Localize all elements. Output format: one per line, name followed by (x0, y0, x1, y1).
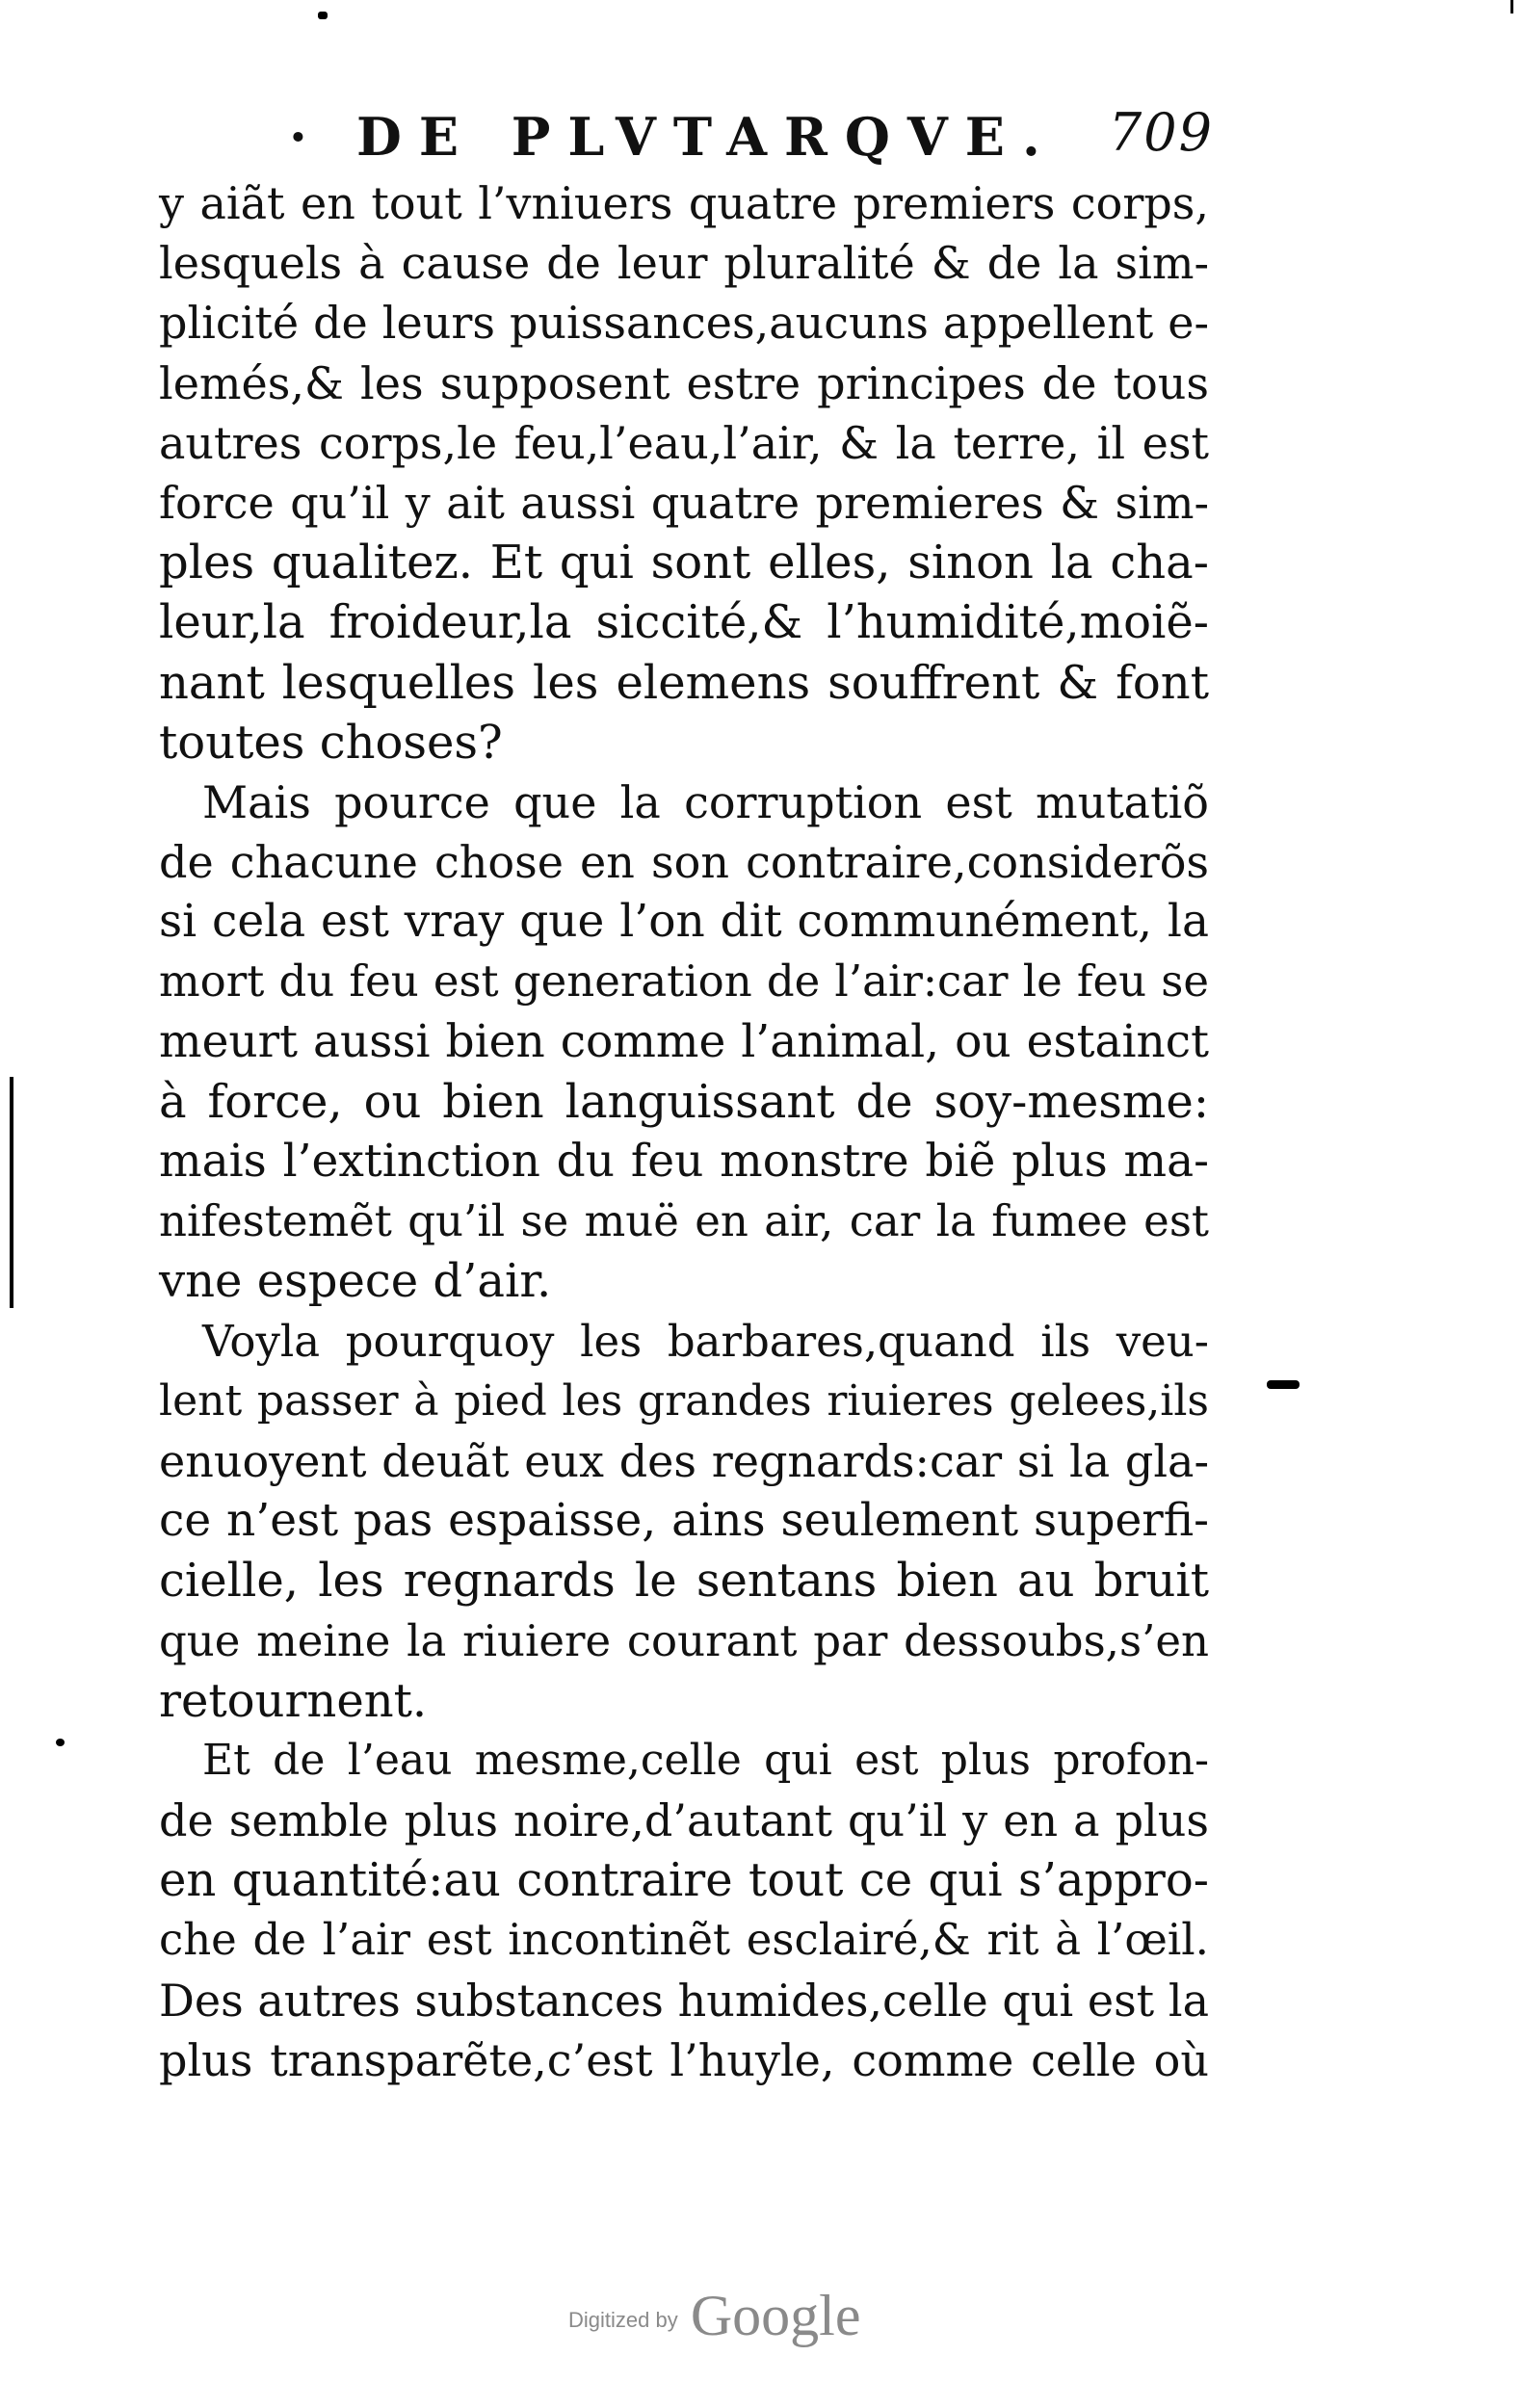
text-line: mais l’extinction du feu monstre biẽ plus ma- (159, 1135, 1209, 1188)
text-line: autres corps,le feu,l’eau,l’air, & la terre, il est (159, 416, 1209, 469)
text-line: lesquels à cause de leur pluralité & de la sim- (159, 237, 1209, 290)
page-number: 709 (1108, 102, 1214, 163)
digitized-watermark (568, 2283, 860, 2360)
paragraph (159, 1731, 1209, 2090)
text-line: ples qualitez. Et qui sont elles, sinon la cha- (159, 536, 1209, 590)
ink-speck (318, 12, 328, 19)
text-line: retournent. (159, 1673, 428, 1728)
text-line: de semble plus noire,d’autant qu’il y en a plus (159, 1794, 1209, 1847)
text-line: Des autres substances humides,celle qui est la (159, 1974, 1209, 2027)
ink-speck (56, 1739, 65, 1746)
paragraph (159, 772, 1209, 1312)
text-line: y aiãt en tout l’vniuers quatre premiers corps, (159, 177, 1209, 229)
text-line: nant lesquelles les elemens souffrent & font (159, 655, 1209, 710)
header-dot: · (289, 106, 325, 168)
text-line: lemés,& les supposent estre principes de tous (159, 356, 1209, 409)
text-line: nifestemẽt qu’il se muë en air, car la fumee est (159, 1195, 1209, 1247)
page-header (289, 102, 1214, 173)
text-line: meurt aussi bien comme l’animal, ou estainct (159, 1014, 1209, 1068)
text-line: vne espece d’air. (159, 1254, 552, 1309)
text-line: che de l’air est incontinẽt esclairé,& rit à l’œil. (159, 1914, 1209, 1966)
text-line: Et de l’eau mesme,celle qui est plus profon- (202, 1735, 1209, 1785)
running-title: DE PLVTARQVE. (356, 106, 1058, 168)
text-line: en quantité:au contraire tout ce qui s’appro- (159, 1853, 1209, 1908)
margin-scan-artifact (1267, 1380, 1300, 1389)
text-line: ce n’est pas espaisse, ains seulement superfi- (159, 1494, 1209, 1548)
text-line: si cela est vray que l’on dit communément, la (159, 895, 1209, 949)
text-line: Voyla pourquoy les barbares,quand ils veu- (202, 1315, 1209, 1367)
google-logo: Google (690, 2284, 861, 2347)
text-line: mort du feu est generation de l’air:car le feu se (159, 955, 1209, 1008)
text-line: force qu’il y ait aussi quatre premieres & sim- (159, 476, 1209, 529)
body-text (159, 173, 1209, 2090)
text-line: plicité de leurs puissances,aucuns appellent e- (159, 297, 1209, 350)
text-line: toutes choses? (159, 715, 503, 770)
text-line: de chacune chose en son contraire,considerõs (159, 836, 1209, 889)
text-line: que meine la riuiere courant par dessoubs,s’en (159, 1614, 1209, 1666)
ink-speck (1510, 0, 1513, 13)
text-line: à force, ou bien languissant de soy-mesme: (159, 1074, 1209, 1129)
text-line: lent passer à pied les grandes riuieres gelees,ils (159, 1375, 1209, 1426)
digitized-by-label: Digitized by (568, 2308, 678, 2332)
paragraph (159, 173, 1209, 772)
paragraph (159, 1312, 1209, 1731)
text-line: Mais pource que la corruption est mutatiõ (202, 775, 1209, 828)
text-line: cielle, les regnards le sentans bien au bruit (159, 1554, 1209, 1609)
text-line: plus transparẽte,c’est l’huyle, comme celle où (159, 2033, 1209, 2086)
text-line: enuoyent deuãt eux des regnards:car si la gla- (159, 1434, 1209, 1487)
text-line: leur,la froideur,la siccité,& l’humidité,moiẽ- (159, 595, 1209, 650)
margin-scan-artifact (10, 1077, 13, 1308)
